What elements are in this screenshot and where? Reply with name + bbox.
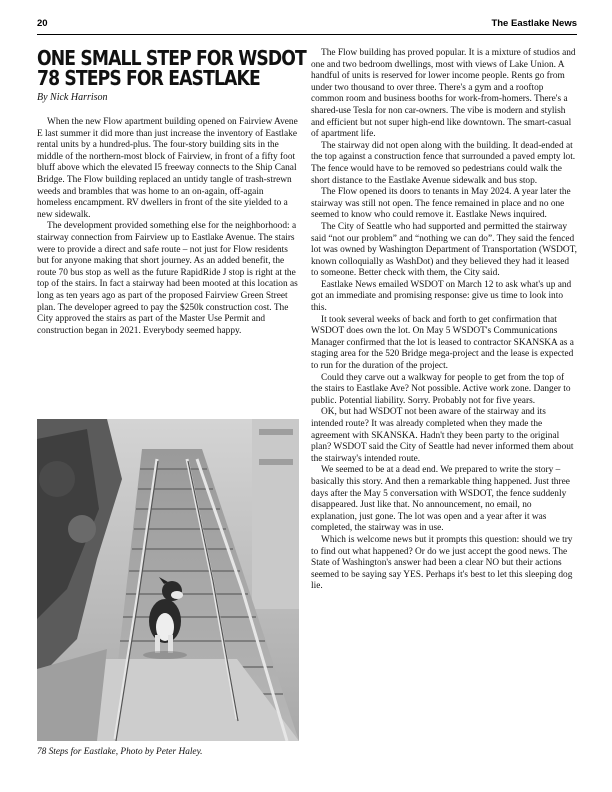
page-number: 20 xyxy=(37,18,48,29)
headline xyxy=(37,46,306,90)
left-column xyxy=(37,46,306,337)
paragraph: OK, but had WSDOT not been aware of the stairway and its intended route? It was already completed when they made the agreement with SKANSKA. Hadn't they been party to the original plan? WSDOT said the City of Seattle had never informed them about the stairway's intended route. xyxy=(311,407,574,464)
paragraph: Could they carve out a walkway for people to get from the top of the stairs to Eastlake Ave? Not possible. Active work zone. Danger to public. Potential liability. Sorry. Probably not for five years. xyxy=(311,372,571,406)
right-body-text xyxy=(311,48,577,593)
headline-line-1: ONE SMALL STEP FOR WSDOT xyxy=(37,46,306,70)
right-column xyxy=(311,48,577,593)
paragraph: The Flow building has proved popular. It is a mixture of studios and one and two bedroom dwellings, most with views of Lake Union. A handful of units is reserved for lower income people. Rents go from under two thousand to over three. There's a gym and a rooftop common room and business booths for work-from-homers. There's a shared-use Tesla for non car-owners. The vibe is modern and stylish and efficient but not super high-end like downtown. The smart-casual of apartment life. xyxy=(311,48,576,140)
paragraph: The development provided something else for the neighborhood: a stairway connection from Fairview up to Eastlake Avenue. The stairs were to provide a direct and safe route – not just for Flow residents but for anyone making that short journey. As an added benefit, the route 70 bus stop as well as the future RapidRide J stop is right at the top of the stairs. In fact a stairway had been mooted at this location as long as ten years ago as part of the proposed Fairview Green Street plan. The developer agreed to pay the $250k construction cost. The City approved the stairs as part of the Master Use Permit and construction began in 2021. Everybody seemed happy. xyxy=(37,221,298,336)
left-body-text xyxy=(37,117,299,337)
photo-caption: 78 Steps for Eastlake, Photo by Peter Haley. xyxy=(37,747,203,757)
paragraph: When the new Flow apartment building opened on Fairview Avene E last summer it did more than just increase the inventory of Eastlake rental units by a hundred-plus. The four-story building sits in the middle of the northern-most block of Fairview, in front of a fifty foot bluff above which the elevated I5 freeway connects to the Ship Canal Bridge. The Flow building replaced an untidy tangle of trash-strewn weeds and brambles that was home to an on-again, off-again homeless encampment. RV dwellers in front of the site yielded to a new sidewalk. xyxy=(37,117,298,220)
stairway-dog-photo xyxy=(37,419,299,741)
paragraph: The stairway did not open along with the building. It dead-ended at the top against a construction fence that surrounded a paved empty lot. The fence would have to be removed so pedestrians could walk the short distance to the Eastlake Avenue sidewalk and bus stop. xyxy=(311,140,576,186)
page-header xyxy=(37,14,577,35)
paragraph: We seemed to be at a dead end. We prepared to write the story – basically this story. And then a remarkable thing happened. Just three days after the May 5 conversation with WSDOT, the fence suddenly disappeared. Just like that. No announcement, no email, no explanation, just gone. The lot was open and a year after it was completed, the stairway was in use. xyxy=(311,465,570,534)
paragraph: It took several weeks of back and forth to get confirmation that WSDOT does own the lot. On May 5 WSDOT's Communications Manager confirmed that the lot is leased to contractor SKANSKA as a staging area for the 520 Bridge mega-project and the lease is expected to run for the duration of the project. xyxy=(311,314,574,372)
paragraph: Which is welcome news but it prompts this question: should we try to find out what happened? Or do we just accept the good news. The State of Washington's answer had been a clear NO but their actions seemed to be saying say YES. Perhaps it's best to let this sleeping dog lie. xyxy=(311,534,573,592)
paragraph: Eastlake News emailed WSDOT on March 12 to ask what's up and got an immediate and promising response: give us time to look into this. xyxy=(311,279,572,314)
byline: By Nick Harrison xyxy=(37,92,108,103)
paragraph: The City of Seattle who had supported and permitted the stairway said “not our problem” and “nothing we can do”. They said the fenced lot was owned by Washington Department of Transportation (WSDOT, known colloquially as WashDot) and they believed they had it leased to someone. Better check with them, the City said. xyxy=(311,221,577,279)
headline-line-2: 78 STEPS FOR EASTLAKE xyxy=(37,66,260,90)
paragraph: The Flow opened its doors to tenants in May 2024. A year later the stairway was still not open. The fence remained in place and no one seemed to know who could remove it. Eastlake News inquired. xyxy=(311,187,571,221)
publication-name: The Eastlake News xyxy=(491,18,577,29)
